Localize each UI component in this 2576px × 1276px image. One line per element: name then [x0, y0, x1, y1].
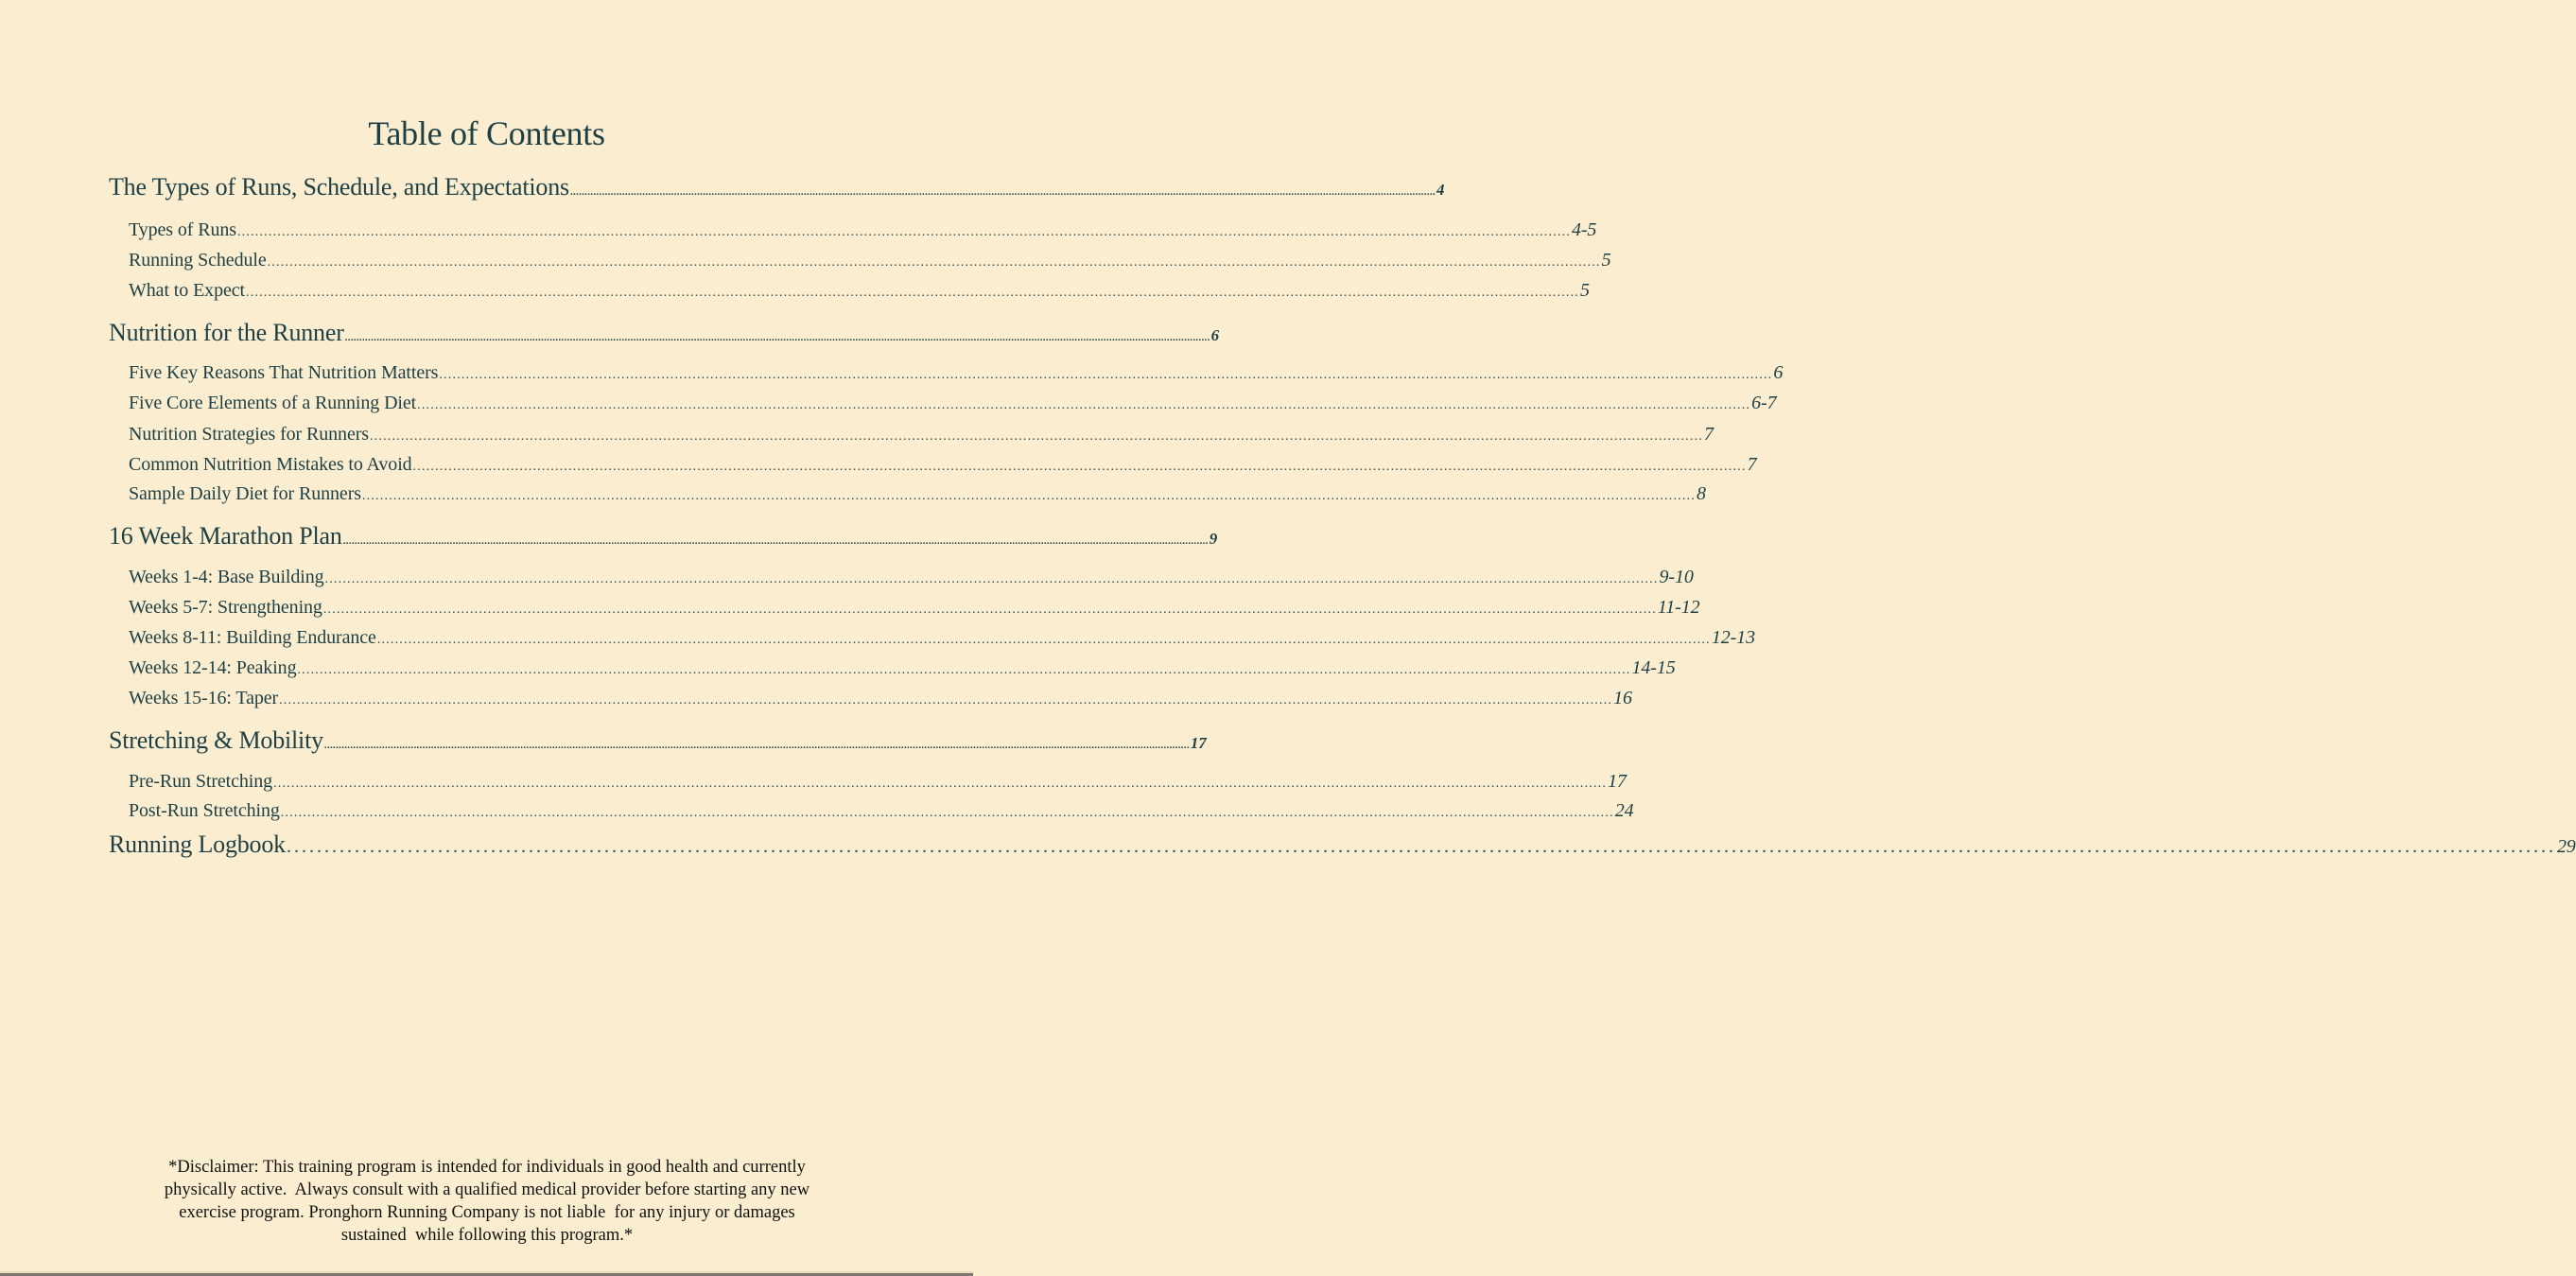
disclaimer-text: *Disclaimer: This training program is intended for individuals in good health and currently physically active. Always consult with a qualified medical provider before starting any new exercise program. Pronghorn Running Company is not liable for any injury or damages sustained while following this program.*	[164, 1158, 810, 1245]
toc-item-label: Post-Run Stretching	[129, 800, 280, 821]
toc-page-number: 4-5	[1571, 219, 1597, 240]
toc-page-number: 24	[1614, 800, 1634, 821]
toc-page-number: 5	[1580, 280, 1590, 301]
toc-item[interactable]	[129, 597, 1700, 619]
toc-item-label: Weeks 8-11: Building Endurance	[129, 627, 376, 648]
dot-leader: ............................................................................................................................................................................................................................................................................................................	[342, 535, 1209, 547]
toc-page-number: 5	[1601, 250, 1611, 271]
toc-item-label: Weeks 15-16: Taper	[129, 688, 279, 708]
toc-section[interactable]	[109, 319, 1219, 347]
toc-item[interactable]	[129, 219, 1597, 241]
toc-page-number: 6	[1210, 326, 1219, 344]
toc-item-label: Weeks 12-14: Peaking	[129, 657, 297, 678]
page-title: Table of Contents	[368, 114, 605, 152]
toc-section[interactable]	[109, 726, 1207, 755]
dot-leader: ............................................................................................................................................................................................................................................................................................................	[286, 836, 2556, 857]
toc-item-label: Five Key Reasons That Nutrition Matters	[129, 362, 439, 383]
toc-section-label: Running Logbook	[109, 830, 286, 858]
toc-item-label: Common Nutrition Mistakes to Avoid	[129, 454, 412, 475]
toc-item[interactable]	[129, 280, 1590, 302]
toc-item-label: Weeks 5-7: Strengthening	[129, 597, 322, 618]
toc-page-number: 7	[1703, 424, 1714, 445]
dot-leader: ............................................................................................................................................................................................................................................................................................................	[322, 603, 1657, 617]
toc-item-label: Pre-Run Stretching	[129, 771, 273, 792]
dot-leader: ............................................................................................................................................................................................................................................................................................................	[246, 286, 1579, 300]
toc-item-label: What to Expect	[129, 280, 245, 301]
toc-page-number: 9-10	[1659, 567, 1694, 587]
dot-leader: ............................................................................................................................................................................................................................................................................................................	[280, 806, 1614, 820]
toc-item-label: Running Schedule	[129, 250, 267, 271]
toc-item-label: Sample Daily Diet for Runners	[129, 483, 361, 504]
dot-leader: ............................................................................................................................................................................................................................................................................................................	[324, 572, 1659, 586]
toc-item[interactable]	[129, 362, 1784, 384]
dot-leader: ............................................................................................................................................................................................................................................................................................................	[273, 777, 1608, 791]
toc-section[interactable]	[109, 522, 1217, 551]
dot-leader: ............................................................................................................................................................................................................................................................................................................	[369, 429, 1703, 444]
dot-leader: ............................................................................................................................................................................................................................................................................................................	[236, 225, 1571, 239]
toc-section-label: Stretching & Mobility	[109, 726, 323, 754]
toc-section-label: The Types of Runs, Schedule, and Expectations	[109, 173, 569, 201]
toc-item-label: Five Core Elements of a Running Diet	[129, 393, 417, 413]
toc-item[interactable]	[129, 393, 1777, 414]
toc-item[interactable]	[129, 250, 1611, 271]
toc-item-label: Weeks 1-4: Base Building	[129, 567, 324, 587]
toc-item[interactable]	[129, 627, 1755, 649]
toc-page-number: 17	[1608, 771, 1627, 792]
toc-page-number: 9	[1209, 530, 1217, 548]
toc-page-number: 16	[1613, 688, 1632, 708]
toc-page-number: 17	[1190, 734, 1207, 752]
toc-item[interactable]	[129, 657, 1676, 679]
dot-leader: ............................................................................................................................................................................................................................................................................................................	[297, 663, 1631, 677]
toc-item-label: Nutrition Strategies for Runners	[129, 424, 369, 445]
toc-page-number: 29	[2556, 836, 2576, 857]
toc-item[interactable]	[129, 424, 1714, 446]
dot-leader: ............................................................................................................................................................................................................................................................................................................	[267, 255, 1601, 270]
toc-page-number: 6-7	[1751, 393, 1777, 413]
dot-leader: ............................................................................................................................................................................................................................................................................................................	[376, 633, 1711, 647]
dot-leader: ............................................................................................................................................................................................................................................................................................................	[361, 489, 1696, 503]
toc-item[interactable]	[129, 454, 1757, 476]
toc-section[interactable]	[109, 830, 2576, 859]
toc-page-number: 8	[1696, 483, 1706, 504]
toc-section-label: 16 Week Marathon Plan	[109, 522, 342, 550]
toc-page-number: 12-13	[1711, 627, 1755, 648]
dot-leader: ............................................................................................................................................................................................................................................................................................................	[439, 368, 1773, 382]
toc-item[interactable]	[129, 800, 1634, 822]
toc-item[interactable]	[129, 567, 1694, 588]
dot-leader: ............................................................................................................................................................................................................................................................................................................	[412, 460, 1747, 474]
dot-leader: ............................................................................................................................................................................................................................................................................................................	[279, 693, 1613, 708]
dot-leader: ............................................................................................................................................................................................................................................................................................................	[569, 186, 1436, 198]
toc-item-label: Types of Runs	[129, 219, 236, 240]
toc-page-number: 14-15	[1631, 657, 1676, 678]
toc-section-label: Nutrition for the Runner	[109, 319, 344, 346]
toc-item[interactable]	[129, 771, 1627, 793]
toc-page-number: 6	[1773, 362, 1784, 383]
toc-section[interactable]	[109, 173, 1445, 201]
toc-item[interactable]	[129, 688, 1632, 709]
toc-page-number: 7	[1747, 454, 1757, 475]
dot-leader: ............................................................................................................................................................................................................................................................................................................	[417, 398, 1751, 412]
dot-leader: ............................................................................................................................................................................................................................................................................................................	[344, 332, 1210, 343]
toc-item[interactable]	[129, 483, 1706, 505]
toc-page-number: 4	[1436, 181, 1445, 199]
toc-page-number: 11-12	[1657, 597, 1700, 618]
dot-leader: ............................................................................................................................................................................................................................................................................................................	[323, 740, 1190, 751]
